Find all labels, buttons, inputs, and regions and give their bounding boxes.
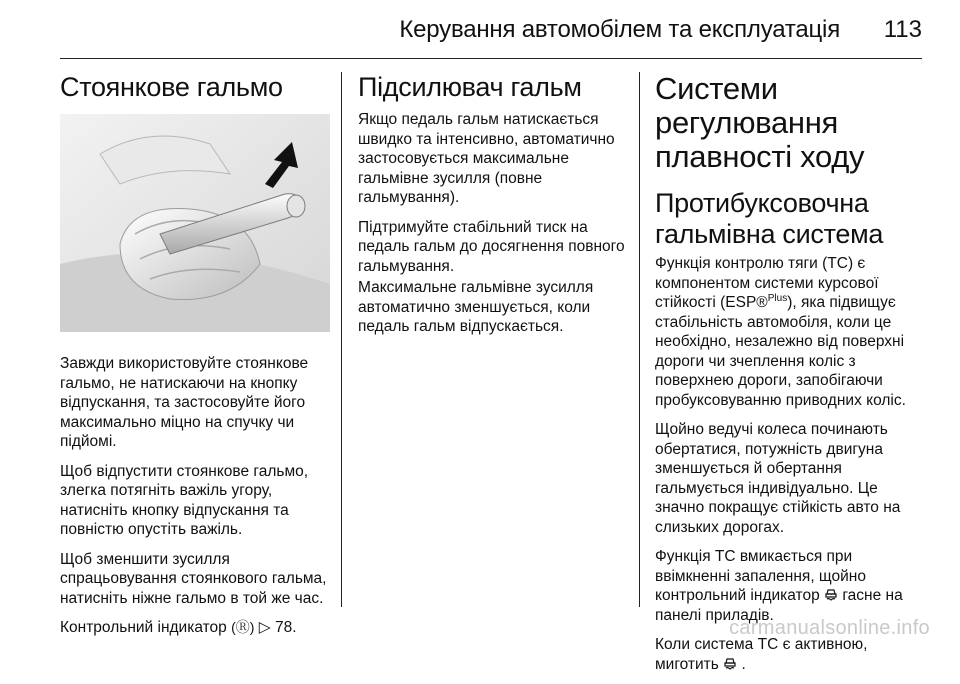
section-heading-parking-brake: Стоянкове гальмо bbox=[60, 72, 283, 102]
text-run: Коли система TC є активною, миготить bbox=[655, 636, 868, 673]
paragraph: Завжди використовуйте стоянкове гальмо, не натискаючи на кнопку відпускання, та застосовуйте його максимально міцно на спучку чи підйомі. bbox=[60, 355, 309, 450]
watermark: carmanualsonline.info bbox=[729, 617, 930, 639]
paragraph bbox=[655, 547, 925, 625]
text-run: гасне на панелі приладів. bbox=[655, 587, 903, 624]
paragraph: Максимальне гальмівне зусилля автоматично зменшується, коли педаль гальм відпускається. bbox=[358, 279, 594, 335]
paragraph: Коли система TC є активною, миготить . bbox=[655, 636, 868, 673]
superscript: Plus bbox=[767, 292, 788, 304]
text-run: ), яка підвищує стабільність автомобіля, коли це необхідно, незалежно від поверхні дороги чи зчеплення коліс з поверхнею дороги, запобігаючи пробуксовуванню приводних коліс. bbox=[655, 294, 906, 409]
column-divider bbox=[639, 72, 640, 607]
section-heading-ride-control: Системи регулювання плавності ходу bbox=[655, 71, 865, 174]
reference-arrow-icon: ▷ bbox=[258, 619, 271, 636]
paragraph: Якщо педаль гальм натискається швидко та інтенсивно, автоматично застосовується максимальне гальмівне зусилля (повне гальмування). bbox=[358, 111, 615, 206]
paragraph: Щоб зменшити зусилля спрацьовування стоянкового гальма, натисніть ніжне гальмо в той же час. bbox=[60, 550, 327, 607]
traction-control-icon bbox=[723, 656, 741, 673]
page-header bbox=[60, 0, 922, 59]
paragraph: Підтримуйте стабільний тиск на педаль гальм до досягнення повного гальмування. bbox=[358, 218, 625, 275]
page-number: 113 bbox=[883, 16, 922, 43]
subsection-heading-traction-control: Протибуксовочна гальмівна система bbox=[655, 188, 884, 249]
section-heading-brake-assist: Підсилювач гальм bbox=[358, 72, 582, 102]
paragraph: Щоб відпустити стоянкове гальмо, злегка потягніть важіль угору, натисніть кнопку відпускання та повністю опустіть важіль. bbox=[60, 462, 309, 538]
paragraph bbox=[655, 254, 925, 410]
indicator-text: Контрольний індикатор bbox=[60, 619, 227, 636]
paragraph: Щойно ведучі колеса починають обертатися, потужність двигуна зменшується й обертання гальмується індивідуально. Це значно покращує стійкість авто на слизьких дорогах. bbox=[655, 421, 901, 536]
text-run: Функція TC вмикається при ввімкненні запалення, щойно контрольний індикатор bbox=[655, 548, 866, 604]
column-ride-control bbox=[655, 72, 925, 684]
brake-warning-icon: (Ⓡ) bbox=[231, 619, 255, 635]
page-reference: 78. bbox=[274, 619, 297, 636]
column-brake-assist bbox=[358, 72, 626, 347]
column-parking-brake bbox=[60, 72, 330, 648]
text-run: Функція контролю тяги (TC) є компонентом системи курсової стійкості (ESP® bbox=[655, 255, 879, 311]
header-title: Керування автомобілем та експлуатація bbox=[399, 16, 840, 43]
traction-control-icon bbox=[824, 587, 842, 604]
handbrake-lever-illustration bbox=[60, 114, 330, 332]
column-divider bbox=[341, 72, 342, 607]
